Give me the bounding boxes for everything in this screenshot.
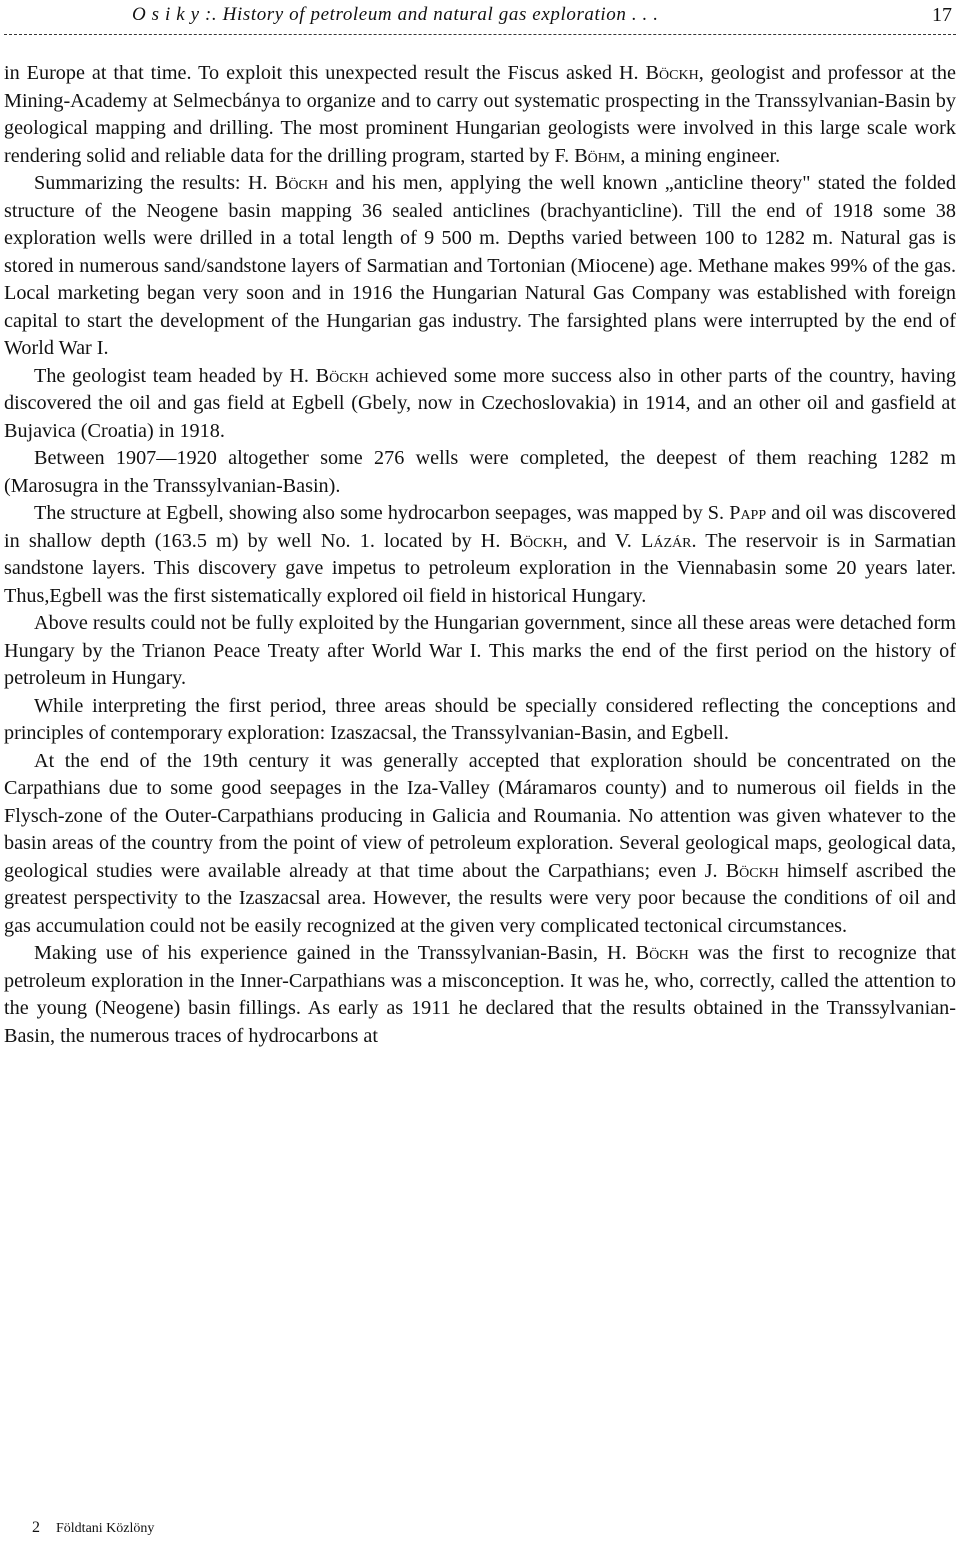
author-name: Böckh [725,859,779,882]
author-name: Lázár [641,529,692,552]
author-name: Papp [729,502,767,524]
author-name: Böckh [645,62,699,84]
text-run: Above results could not be fully exploited by the Hungarian government, since all these areas were detached form Hungary by the Trianon Peace Treaty after World War I. This marks the end of the first period on the history of petroleum in Hungary. [4,612,956,689]
paragraph [4,445,956,500]
text-run: and oil was discovered in shallow depth (163.5 m) by well No. 1. located by H. [4,502,956,552]
running-head: O s i k y :. History of petroleum and natural gas exploration . . . [132,4,659,25]
paragraph [4,940,956,1050]
journal-name: Földtani Közlöny [56,1521,155,1536]
text-run: Summarizing the results: H. [34,172,275,194]
text-run: in Europe at that time. To exploit this unexpected result the Fiscus asked H. [4,62,646,84]
text-run: and his men, applying the well known „anticline theory" stated the folded structure of the Neogene basin mapping 36 sealed anticlines (brachyanticline). Till the end of 1918 some 38 exploration wells were drilled in a total length of 9 500 m. Depths varied between 100 to 1282 m. Natural gas is stored in numerous sand/sandstone layers of Sarmatian and Tortonian (Miocene) age. Methane makes 99% of the gas. Local marketing began very soon and in 1916 the Hungarian Natural Gas Company was established with foreign capital to start the development of the Hungarian gas industry. The farsighted plans were interrupted by the end of World War I. [4,172,956,359]
author-name: Böckh [635,942,689,964]
paragraph [4,610,956,693]
author-name: Böckh [315,364,369,387]
text-run: At the end of the 19th century it was generally accepted that exploration should be concentrated on the Carpathians due to some good seepages in the Iza-Valley (Máramaros county) and to numerous oil fields in the Flysch-zone of the Outer-Carpathians producing in Galicia and Roumania. No attention was given whatever to the basin areas of the country from the point of view of petroleum exploration. Several geological maps, geological data, geological studies were available already at that time about the Carpathians; even J. [4,749,956,882]
paragraph [4,748,956,941]
text-run: . The reservoir is in Sarmatian sandstone layers. This discovery gave impetus to petroleum exploration in the Viennabasin some 20 years later. Thus,Egbell was the first sistematically explored oil field in historical Hungary. [4,529,956,607]
paragraph [4,500,956,610]
text-run: , a mining engineer. [620,144,781,167]
author-name: Böhm [574,144,621,167]
page-header [0,4,960,34]
text-run: Between 1907—1920 altogether some 276 wells were completed, the deepest of them reaching 1282 m (Marosugra in the Transsylvanian-Basin). [4,447,956,497]
page-number: 17 [932,4,952,26]
author-name: Böckh [274,172,329,194]
paragraph [4,170,956,363]
author-name: Böckh [509,529,563,552]
page-footer [32,1519,154,1537]
text-run: The structure at Egbell, showing also some hydrocarbon seepages, was mapped by S. [34,502,730,524]
paragraph [4,60,956,170]
text-run: While interpreting the first period, three areas should be specially considered reflecting the conceptions and principles of contemporary exploration: Izaszacsal, the Transsylvanian-Basin, and Egbell. [4,694,956,744]
text-run: , geologist and professor at the Mining-Academy at Selmecbánya to organize and to carry out systematic prospecting in the Transsylvanian-Basin by geological mapping and drilling. The most prominent Hungarian geologists were involved in this large scale work rendering solid and reliable data for the drilling program, started by F. [4,62,956,167]
article-body [4,60,956,1050]
header-rule [4,34,956,35]
paragraph [4,693,956,748]
text-run: achieved some more success also in other parts of the country, having discovered the oil and gas field at Egbell (Gbely, now in Czechoslovakia) in 1914, and an other oil and gasfield at Bujavica (Croatia) in 1918. [4,364,957,442]
text-run: , and V. [562,529,641,552]
text-run: was the first to recognize that petroleum exploration in the Inner-Carpathians was a misconception. It was he, who, correctly, called the attention to the young (Neogene) basin fillings. As early as 1911 he declared that the results obtained in the Transsylvanian-Basin, the numerous traces of hydrocarbons at [4,942,956,1047]
paragraph [4,363,956,446]
signature-mark: 2 [32,1519,40,1536]
text-run: himself ascribed the greatest perspectivity to the Izaszacsal area. However, the results were very poor because the conditions of oil and gas accumulation could not be easily recognized at the given very complicated tectonical circumstances. [4,859,956,937]
text-run: The geologist team headed by H. [34,364,316,387]
text-run: Making use of his experience gained in the Transsylvanian-Basin, H. [34,942,636,964]
